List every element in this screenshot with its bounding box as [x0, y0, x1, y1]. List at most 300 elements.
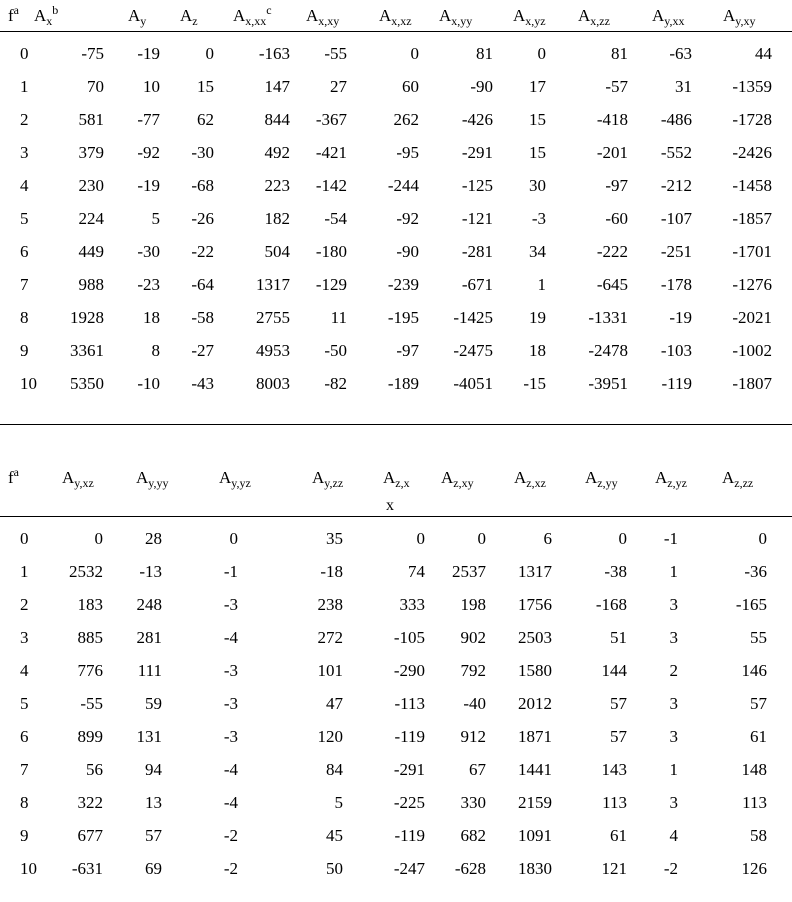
table-cell: 111 [137, 661, 162, 680]
table-cell: -645 [596, 275, 628, 294]
table-cell: -1 [663, 529, 678, 548]
table-rule-bottom [0, 424, 792, 425]
table-cell: 57 [610, 694, 627, 713]
table-cell: -58 [191, 308, 214, 327]
table-cell: 224 [78, 209, 104, 228]
table-cell: 3 [669, 694, 678, 713]
header-superscript: b [52, 3, 59, 17]
header-subscript: y,xx [664, 14, 685, 28]
table-cell: 792 [460, 661, 486, 680]
table-cell: 1 [537, 275, 546, 294]
table-cell: 912 [460, 727, 486, 746]
table-cell: 1928 [70, 308, 104, 327]
table-cell: 2532 [69, 562, 103, 581]
table-cell: -26 [191, 209, 214, 228]
table-cell: 492 [264, 143, 290, 162]
table-rule-top [0, 516, 792, 517]
table-cell: 682 [460, 826, 486, 845]
header-subscript: z,xy [453, 476, 474, 490]
table-cell: 70 [87, 77, 104, 96]
table-cell: -247 [393, 859, 425, 878]
table-cell: -290 [393, 661, 425, 680]
table-cell: -60 [605, 209, 628, 228]
table-cell: -631 [71, 859, 103, 878]
table-cell: -2021 [732, 308, 772, 327]
table-cell: -54 [324, 209, 347, 228]
column-header [379, 6, 412, 26]
column-header [62, 468, 94, 488]
table-cell: 1317 [518, 562, 552, 581]
table-cell: -2478 [588, 341, 628, 360]
table-cell: -3 [223, 727, 238, 746]
header-symbol: A [383, 468, 396, 487]
table-cell: -3 [531, 209, 546, 228]
table-cell: -1 [223, 562, 238, 581]
row-label: 2 [20, 110, 29, 129]
table-cell: 131 [136, 727, 162, 746]
table-cell: 2503 [518, 628, 552, 647]
column-header [578, 6, 610, 26]
table-cell: -4051 [453, 374, 493, 393]
table-cell: 885 [77, 628, 103, 647]
row-label: 4 [20, 176, 29, 195]
table-cell: -119 [394, 826, 425, 845]
header-symbol: A [306, 6, 319, 25]
row-label: 6 [20, 727, 29, 746]
table-cell: 10 [143, 77, 160, 96]
table-cell: 5 [151, 209, 160, 228]
table-cell: -30 [191, 143, 214, 162]
table-cell: -10 [137, 374, 160, 393]
row-label: 8 [20, 308, 29, 327]
column-header [180, 6, 198, 26]
table-cell: 5 [334, 793, 343, 812]
header-symbol: A [585, 468, 598, 487]
header-symbol: A [514, 468, 527, 487]
column-header [383, 468, 410, 488]
table-cell: 322 [77, 793, 103, 812]
table-cell: -178 [660, 275, 692, 294]
table-cell: 58 [750, 826, 767, 845]
row-label: 0 [20, 44, 29, 63]
table-cell: -68 [191, 176, 214, 195]
table-cell: 0 [94, 529, 103, 548]
table-cell: 28 [145, 529, 162, 548]
table-cell: -165 [735, 595, 767, 614]
header-subscript: z,x [395, 476, 410, 490]
table-cell: -113 [394, 694, 425, 713]
table-cell: -1701 [732, 242, 772, 261]
table-cell: 15 [197, 77, 214, 96]
table-cell: 1441 [518, 760, 552, 779]
table-cell: -195 [387, 308, 419, 327]
table-cell: -50 [324, 341, 347, 360]
table-cell: -97 [605, 176, 628, 195]
table-cell: 3361 [70, 341, 104, 360]
header-symbol: A [62, 468, 75, 487]
table-cell: 677 [77, 826, 103, 845]
table-cell: 3 [669, 727, 678, 746]
table-cell: 1756 [518, 595, 552, 614]
table-cell: 81 [611, 44, 628, 63]
table-cell: 2755 [256, 308, 290, 327]
row-label: 4 [20, 661, 29, 680]
table-cell: 0 [477, 529, 486, 548]
table-cell: 126 [741, 859, 767, 878]
table-cell: 330 [460, 793, 486, 812]
column-header [513, 6, 546, 26]
header-wrap-text: x [386, 497, 394, 514]
table-cell: -1002 [732, 341, 772, 360]
table-cell: -2 [223, 859, 238, 878]
table-cell: -1276 [732, 275, 772, 294]
table-cell: 2537 [452, 562, 486, 581]
table-cell: 120 [317, 727, 343, 746]
table-cell: -13 [139, 562, 162, 581]
header-symbol: A [136, 468, 149, 487]
table-cell: 101 [317, 661, 343, 680]
header-subscript: x,xz [391, 14, 412, 28]
table-cell: -251 [660, 242, 692, 261]
table-cell: -57 [605, 77, 628, 96]
table-cell: 0 [229, 529, 238, 548]
table-cell: -1807 [732, 374, 772, 393]
table-cell: 144 [601, 661, 627, 680]
row-label: 5 [20, 209, 29, 228]
header-symbol: A [233, 6, 246, 25]
table-cell: -64 [191, 275, 214, 294]
table-cell: 57 [145, 826, 162, 845]
column-header [312, 468, 343, 488]
table-cell: 45 [326, 826, 343, 845]
header-symbol: A [723, 6, 736, 25]
table-cell: -119 [394, 727, 425, 746]
table-cell: -291 [393, 760, 425, 779]
table-cell: 0 [205, 44, 214, 63]
table-cell: 1 [669, 562, 678, 581]
table-cell: 1317 [256, 275, 290, 294]
header-subscript: z,xz [526, 476, 546, 490]
table-cell: 19 [529, 308, 546, 327]
table-cell: -1425 [453, 308, 493, 327]
table-cell: -36 [744, 562, 767, 581]
header-symbol: f [8, 6, 14, 25]
table-cell: -367 [315, 110, 347, 129]
header-superscript: a [13, 3, 19, 17]
table-cell: 5350 [70, 374, 104, 393]
table-cell: -27 [191, 341, 214, 360]
table-cell: -628 [454, 859, 486, 878]
table-cell: -103 [660, 341, 692, 360]
table-cell: -212 [660, 176, 692, 195]
table-cell: 1871 [518, 727, 552, 746]
table-cell: 4953 [256, 341, 290, 360]
table-cell: -225 [393, 793, 425, 812]
table-cell: -486 [660, 110, 692, 129]
header-symbol: A [513, 6, 526, 25]
table-cell: -121 [461, 209, 493, 228]
table-cell: 30 [529, 176, 546, 195]
table-cell: 2159 [518, 793, 552, 812]
table-cell: 1091 [518, 826, 552, 845]
header-symbol: f [8, 468, 14, 487]
table-cell: 146 [741, 661, 767, 680]
header-subscript: z [192, 14, 198, 28]
table-cell: -1331 [588, 308, 628, 327]
table-cell: -18 [320, 562, 343, 581]
table-cell: 0 [758, 529, 767, 548]
row-label: 7 [20, 760, 29, 779]
table-cell: -95 [396, 143, 419, 162]
header-symbol: A [722, 468, 735, 487]
table-cell: 15 [529, 143, 546, 162]
table-cell: 61 [610, 826, 627, 845]
table-cell: -19 [137, 176, 160, 195]
table-cell: 74 [408, 562, 425, 581]
table-cell: 272 [317, 628, 343, 647]
table-cell: 50 [326, 859, 343, 878]
column-header [723, 6, 756, 26]
table-cell: 113 [602, 793, 627, 812]
row-label: 8 [20, 793, 29, 812]
table-cell: 56 [86, 760, 103, 779]
table-cell: 8003 [256, 374, 290, 393]
table-cell: -201 [596, 143, 628, 162]
header-subscript: y,yz [231, 476, 251, 490]
table-cell: -15 [523, 374, 546, 393]
row-label: 0 [20, 529, 29, 548]
table-cell: 11 [330, 308, 347, 327]
table-cell: 27 [330, 77, 347, 96]
table-cell: 333 [399, 595, 425, 614]
table-cell: 57 [610, 727, 627, 746]
header-subscript: y,zz [324, 476, 344, 490]
table-cell: 238 [317, 595, 343, 614]
column-header [655, 468, 687, 488]
table-cell: -22 [191, 242, 214, 261]
table-cell: -142 [315, 176, 347, 195]
table-cell: 147 [264, 77, 290, 96]
table-cell: -63 [669, 44, 692, 63]
column-header [34, 3, 59, 28]
table-cell: 8 [151, 341, 160, 360]
table-cell: -1359 [732, 77, 772, 96]
header-subscript: x,xx [245, 14, 267, 28]
table-cell: 47 [326, 694, 343, 713]
table-cell: 1830 [518, 859, 552, 878]
table-cell: 379 [78, 143, 104, 162]
table-cell: 94 [145, 760, 162, 779]
table-cell: -1728 [732, 110, 772, 129]
header-symbol: A [180, 6, 193, 25]
table-cell: -107 [660, 209, 692, 228]
table-cell: 17 [529, 77, 546, 96]
table-cell: 3 [669, 595, 678, 614]
row-label: 1 [20, 562, 29, 581]
table-cell: -77 [137, 110, 160, 129]
table-cell: -4 [223, 628, 238, 647]
table-cell: 34 [529, 242, 546, 261]
header-symbol: A [578, 6, 591, 25]
table-cell: -244 [387, 176, 419, 195]
table-cell: -2 [223, 826, 238, 845]
table-cell: -239 [387, 275, 419, 294]
table-cell: -291 [461, 143, 493, 162]
table-cell: 15 [529, 110, 546, 129]
column-header [219, 468, 251, 488]
header-subscript: z,yy [597, 476, 618, 490]
table-cell: -1857 [732, 209, 772, 228]
table-cell: -4 [223, 760, 238, 779]
table-cell: -163 [258, 44, 290, 63]
column-header [136, 468, 169, 488]
table-cell: 18 [143, 308, 160, 327]
column-header [8, 3, 19, 26]
header-subscript: x,yz [525, 14, 546, 28]
header-subscript: x,xy [318, 14, 340, 28]
table-cell: -552 [660, 143, 692, 162]
table-cell: 60 [402, 77, 419, 96]
column-header [514, 468, 546, 488]
row-label: 7 [20, 275, 29, 294]
table-cell: -38 [604, 562, 627, 581]
table-cell: 51 [610, 628, 627, 647]
column-header [128, 6, 146, 26]
table-cell: -4 [223, 793, 238, 812]
header-symbol: A [439, 6, 452, 25]
table-cell: -1458 [732, 176, 772, 195]
table-cell: -3 [223, 661, 238, 680]
row-label: 9 [20, 341, 29, 360]
header-symbol: A [379, 6, 392, 25]
table-cell: 223 [264, 176, 290, 195]
table-cell: -2 [663, 859, 678, 878]
column-header [652, 6, 685, 26]
table-cell: 3 [669, 793, 678, 812]
header-symbol: A [652, 6, 665, 25]
row-label: 3 [20, 143, 29, 162]
table-cell: -3951 [588, 374, 628, 393]
table-cell: 1580 [518, 661, 552, 680]
table-cell: 504 [264, 242, 290, 261]
header-subscript: y [140, 14, 147, 28]
table-cell: 0 [416, 529, 425, 548]
table-cell: -92 [396, 209, 419, 228]
table-cell: 262 [393, 110, 419, 129]
table-cell: -418 [596, 110, 628, 129]
table-cell: 35 [326, 529, 343, 548]
table-cell: -2475 [453, 341, 493, 360]
header-superscript: a [13, 465, 19, 479]
table-cell: -90 [470, 77, 493, 96]
table-cell: 61 [750, 727, 767, 746]
table-cell: 6 [543, 529, 552, 548]
column-header [8, 465, 19, 488]
table-cell: 4 [669, 826, 678, 845]
row-label: 5 [20, 694, 29, 713]
table-cell: -125 [461, 176, 493, 195]
table-cell: -40 [463, 694, 486, 713]
header-superscript: c [266, 3, 272, 17]
table-cell: -180 [315, 242, 347, 261]
table-cell: 62 [197, 110, 214, 129]
header-symbol: A [441, 468, 454, 487]
table-rule-top [0, 31, 792, 32]
column-header [233, 3, 272, 28]
header-subscript: x,yy [451, 14, 473, 28]
column-header [585, 468, 618, 488]
table-cell: 57 [750, 694, 767, 713]
table-cell: 44 [755, 44, 772, 63]
table-cell: -82 [324, 374, 347, 393]
header-symbol: A [128, 6, 141, 25]
table-cell: -2426 [732, 143, 772, 162]
table-cell: -222 [596, 242, 628, 261]
table-cell: 121 [601, 859, 627, 878]
table-cell: 248 [136, 595, 162, 614]
header-symbol: A [219, 468, 232, 487]
table-cell: 84 [326, 760, 343, 779]
table-cell: -168 [595, 595, 627, 614]
column-header [441, 468, 474, 488]
table-cell: 3 [669, 628, 678, 647]
table-cell: -23 [137, 275, 160, 294]
table-cell: 2012 [518, 694, 552, 713]
table-cell: 59 [145, 694, 162, 713]
row-label: 10 [20, 859, 37, 878]
table-cell: 69 [145, 859, 162, 878]
table-cell: 844 [264, 110, 290, 129]
header-subscript: y,xz [74, 476, 94, 490]
table-cell: 143 [601, 760, 627, 779]
header-subscript: y,yy [148, 476, 169, 490]
header-subscript: y,xy [735, 14, 756, 28]
header-subscript: x [46, 14, 53, 28]
table-cell: -97 [396, 341, 419, 360]
table-cell: -55 [324, 44, 347, 63]
table-cell: 55 [750, 628, 767, 647]
table-cell: -671 [461, 275, 493, 294]
table-cell: -19 [137, 44, 160, 63]
header-subscript: z,zz [734, 476, 754, 490]
table-cell: 183 [77, 595, 103, 614]
table-cell: -3 [223, 595, 238, 614]
table-cell: 0 [618, 529, 627, 548]
row-label: 1 [20, 77, 29, 96]
header-symbol: A [655, 468, 668, 487]
table-cell: -30 [137, 242, 160, 261]
table-cell: 776 [77, 661, 103, 680]
table-cell: 18 [529, 341, 546, 360]
table-cell: 182 [264, 209, 290, 228]
table-cell: -189 [387, 374, 419, 393]
column-header [439, 6, 472, 26]
table-cell: 31 [675, 77, 692, 96]
table-cell: 230 [78, 176, 104, 195]
row-label: 3 [20, 628, 29, 647]
table-cell: -105 [393, 628, 425, 647]
table-cell: 2 [669, 661, 678, 680]
table-cell: 1 [669, 760, 678, 779]
header-symbol: A [34, 6, 47, 25]
table-cell: -421 [315, 143, 347, 162]
table-cell: 581 [78, 110, 104, 129]
header-symbol: A [312, 468, 325, 487]
table-cell: -19 [669, 308, 692, 327]
table-cell: 198 [460, 595, 486, 614]
table-cell: 113 [742, 793, 767, 812]
table-cell: -281 [461, 242, 493, 261]
